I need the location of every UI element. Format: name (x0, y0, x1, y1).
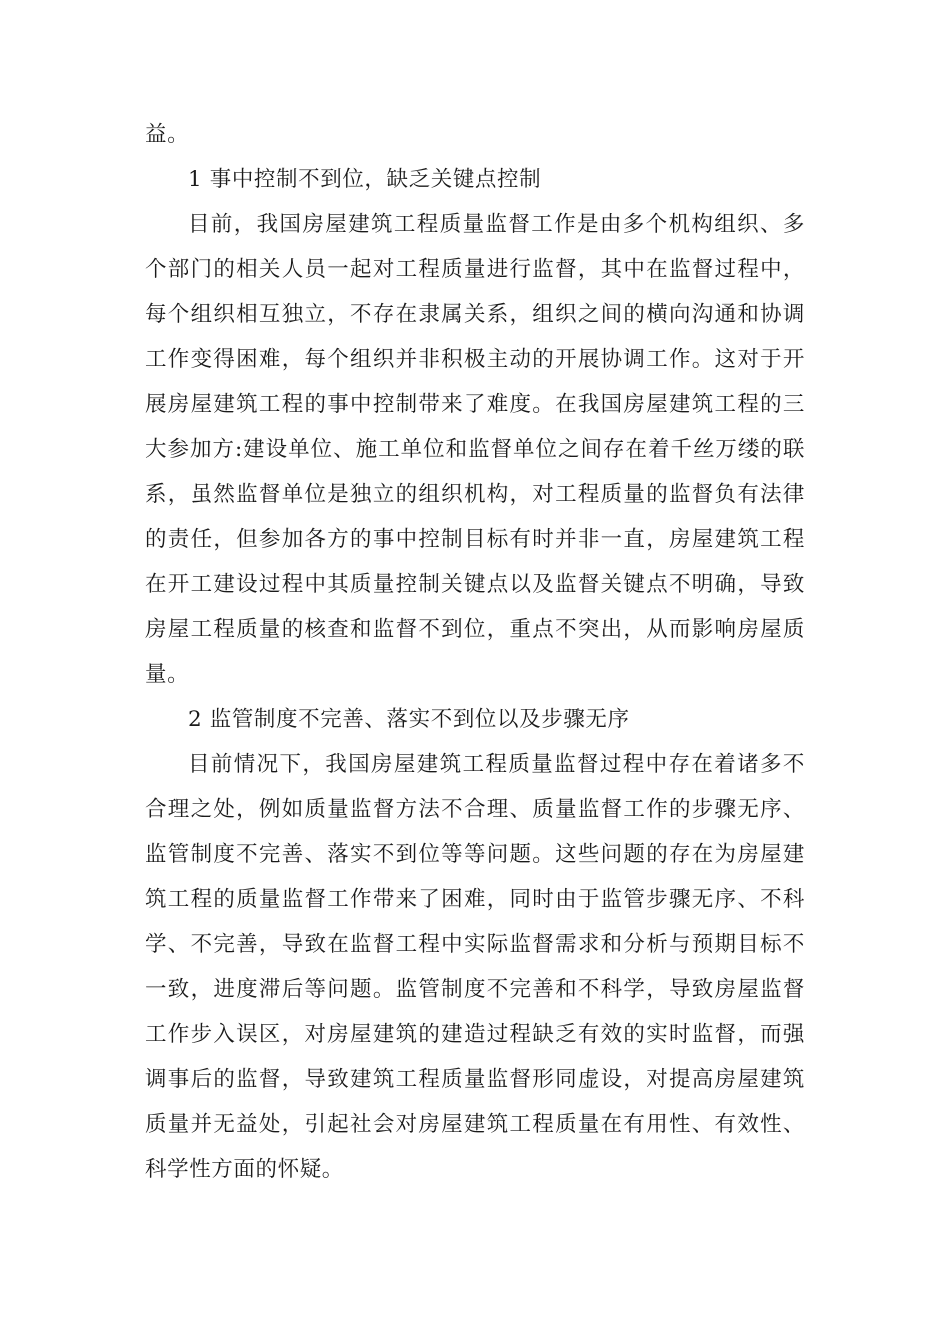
text-line: 调事后的监督，导致建筑工程质量监督形同虚设，对提高房屋建筑 (145, 1067, 805, 1092)
text-line: 量。 (145, 662, 190, 687)
document-page (145, 112, 805, 1192)
text-line: 的责任，但参加各方的事中控制目标有时并非一直，房屋建筑工程 (145, 527, 805, 552)
text-line: 工作变得困难，每个组织并非积极主动的开展协调工作。这对于开 (145, 347, 805, 372)
text-line: 筑工程的质量监督工作带来了困难，同时由于监管步骤无序、不科 (145, 887, 805, 912)
text-line: 目前情况下，我国房屋建筑工程质量监督过程中存在着诸多不 (188, 752, 805, 777)
text-line: 一致，进度滞后等问题。监管制度不完善和不科学，导致房屋监督 (145, 977, 805, 1002)
text-line: 展房屋建筑工程的事中控制带来了难度。在我国房屋建筑工程的三 (145, 392, 805, 417)
text-line: 房屋工程质量的核查和监督不到位，重点不突出，从而影响房屋质 (145, 617, 805, 642)
text-line: 大参加方:建设单位、施工单位和监督单位之间存在着千丝万缕的联 (145, 437, 805, 462)
section-heading: 2 监管制度不完善、落实不到位以及步骤无序 (188, 707, 630, 732)
text-line: 质量并无益处，引起社会对房屋建筑工程质量在有用性、有效性、 (145, 1112, 805, 1137)
text-line: 每个组织相互独立，不存在隶属关系，组织之间的横向沟通和协调 (145, 302, 805, 327)
text-line: 个部门的相关人员一起对工程质量进行监督，其中在监督过程中， (145, 257, 805, 282)
text-line: 在开工建设过程中其质量控制关键点以及监督关键点不明确，导致 (145, 572, 805, 597)
text-line: 学、不完善，导致在监督工程中实际监督需求和分析与预期目标不 (145, 932, 805, 957)
section-heading: 1 事中控制不到位，缺乏关键点控制 (188, 167, 542, 192)
text-line: 科学性方面的怀疑。 (145, 1157, 344, 1182)
text-line: 目前，我国房屋建筑工程质量监督工作是由多个机构组织、多 (188, 212, 805, 237)
text-line: 工作步入误区，对房屋建筑的建造过程缺乏有效的实时监督，而强 (145, 1022, 805, 1047)
text-line: 合理之处，例如质量监督方法不合理、质量监督工作的步骤无序、 (145, 797, 805, 822)
text-line: 系，虽然监督单位是独立的组织机构，对工程质量的监督负有法律 (145, 482, 805, 507)
text-line: 益。 (145, 122, 190, 147)
text-line: 监管制度不完善、落实不到位等等问题。这些问题的存在为房屋建 (145, 842, 805, 867)
